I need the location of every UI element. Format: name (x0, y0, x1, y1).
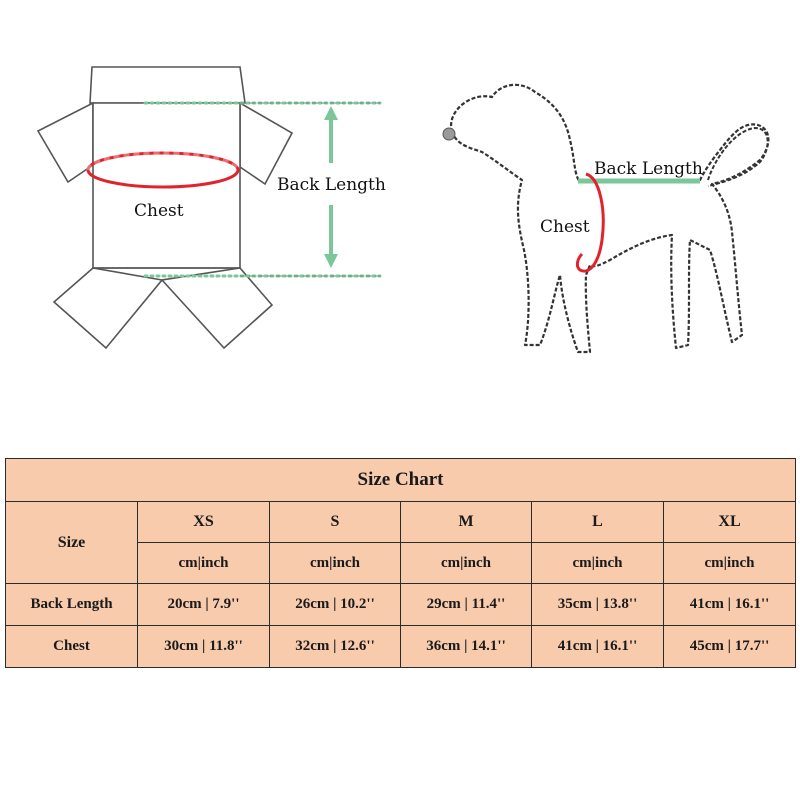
table-cell: 20cm | 7.9'' (138, 584, 270, 626)
table-cell: 35cm | 13.8'' (532, 584, 664, 626)
garment-right-leg (162, 268, 272, 348)
garment-collar (90, 67, 245, 103)
table-cell: 32cm | 12.6'' (270, 626, 401, 668)
row-label: Back Length (6, 584, 138, 626)
dog-outline (451, 85, 768, 352)
dog-illustration (443, 85, 768, 352)
unit-cell: cm|inch (664, 543, 796, 584)
dog-nose (443, 128, 455, 140)
unit-cell: cm|inch (270, 543, 401, 584)
size-s-header: S (270, 502, 401, 543)
size-m-header: M (401, 502, 532, 543)
unit-cell: cm|inch (532, 543, 664, 584)
size-chart-title: Size Chart (6, 459, 796, 502)
unit-cell: cm|inch (401, 543, 532, 584)
size-chart-table (5, 458, 796, 668)
garment-chest-label: Chest (134, 201, 184, 221)
table-cell: 45cm | 17.7'' (664, 626, 796, 668)
back-length-row (6, 584, 796, 626)
size-xl-header: XL (664, 502, 796, 543)
garment-back-length-label: Back Length (277, 175, 386, 195)
dog-chest-label: Chest (540, 217, 590, 237)
garment-left-leg (54, 268, 162, 348)
garment-right-sleeve (240, 103, 292, 184)
garment-illustration (38, 67, 386, 348)
table-cell: 26cm | 10.2'' (270, 584, 401, 626)
chest-row (6, 626, 796, 668)
size-l-header: L (532, 502, 664, 543)
table-cell: 29cm | 11.4'' (401, 584, 532, 626)
garment-left-sleeve (38, 103, 93, 182)
table-cell: 30cm | 11.8'' (138, 626, 270, 668)
size-header: Size (6, 502, 138, 584)
size-xs-header: XS (138, 502, 270, 543)
unit-cell: cm|inch (138, 543, 270, 584)
table-cell: 36cm | 14.1'' (401, 626, 532, 668)
dog-back-length-label: Back Length (594, 159, 703, 179)
row-label: Chest (6, 626, 138, 668)
table-cell: 41cm | 16.1'' (664, 584, 796, 626)
table-cell: 41cm | 16.1'' (532, 626, 664, 668)
